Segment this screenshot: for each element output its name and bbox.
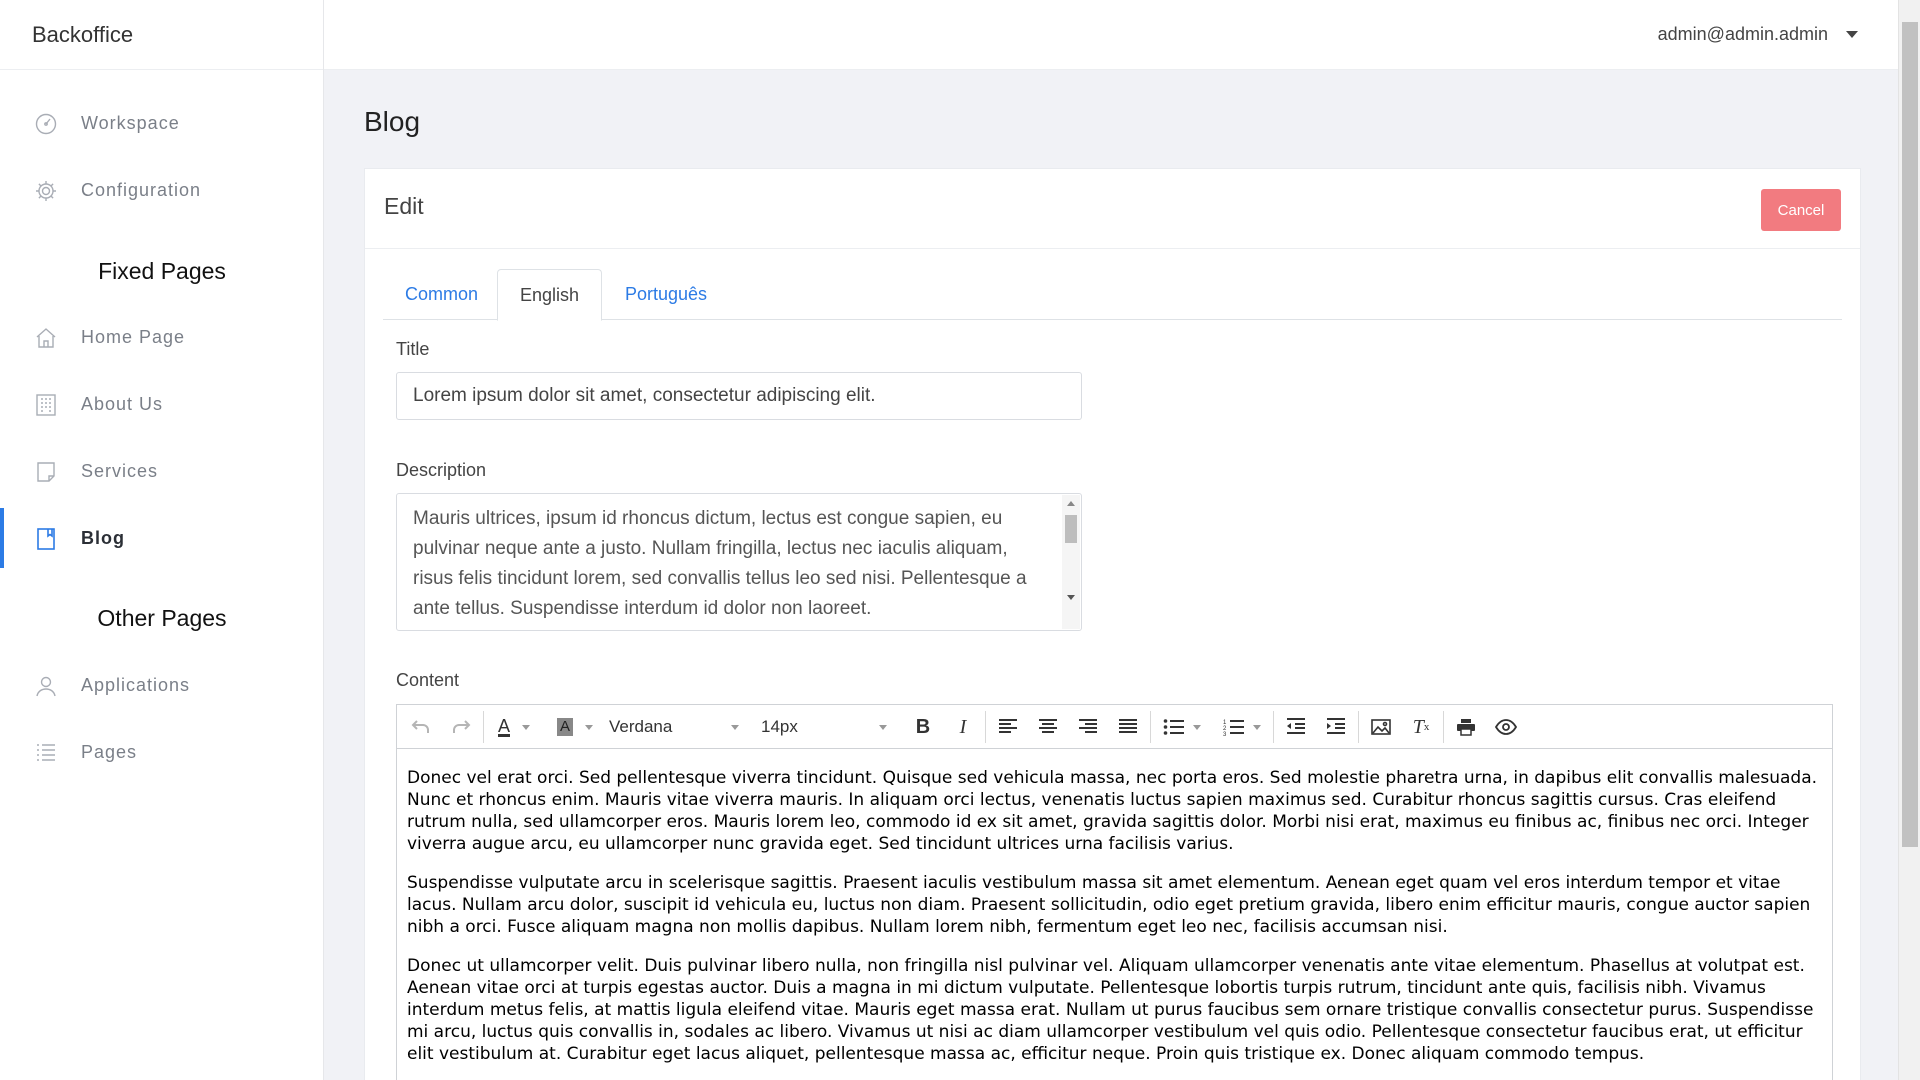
editor-toolbar — [397, 705, 1832, 749]
page-title: Blog — [364, 106, 421, 137]
sidebar-item-label: Services — [81, 460, 159, 481]
chevron-down-icon — [1846, 31, 1858, 38]
sidebar-item-workspace[interactable] — [0, 101, 323, 145]
sidebar-item-configuration[interactable] — [0, 168, 323, 212]
title-label: Title — [396, 339, 430, 359]
image-icon[interactable] — [1367, 713, 1395, 741]
tab-common[interactable]: Common — [405, 284, 479, 304]
title-input[interactable]: Lorem ipsum dolor sit amet, consectetur adipiscing elit. — [396, 372, 1082, 420]
top-bar — [324, 0, 1898, 70]
scroll-thumb[interactable] — [1902, 22, 1918, 847]
home-icon — [34, 326, 58, 350]
edit-card — [364, 168, 1861, 1080]
bookmark-icon — [34, 527, 58, 551]
section-heading-other-pages: Other Pages — [97, 605, 227, 631]
tab-portugues[interactable]: Português — [625, 284, 708, 304]
align-right-icon[interactable] — [1074, 713, 1102, 741]
highlight-icon: A — [557, 718, 573, 736]
sidebar-item-home-page[interactable] — [0, 315, 323, 359]
user-icon — [34, 674, 58, 698]
note-icon — [34, 460, 58, 484]
align-left-icon[interactable] — [994, 713, 1022, 741]
outdent-icon[interactable] — [1282, 713, 1310, 741]
redo-icon[interactable] — [447, 713, 475, 741]
indent-icon[interactable] — [1322, 713, 1350, 741]
user-menu[interactable] — [1658, 24, 1858, 45]
sidebar-item-label: Pages — [81, 741, 138, 762]
font-size-select[interactable] — [761, 713, 887, 741]
sidebar-item-label: Applications — [81, 674, 191, 695]
font-color-icon: A — [497, 715, 510, 736]
page-scrollbar[interactable] — [1898, 0, 1920, 1080]
sidebar-item-blog[interactable] — [0, 516, 323, 560]
user-email: admin@admin.admin — [1657, 24, 1828, 44]
font-color-button[interactable] — [491, 713, 537, 741]
chevron-down-icon — [879, 725, 887, 730]
section-heading-fixed-pages: Fixed Pages — [98, 258, 226, 284]
bold-icon[interactable]: B — [915, 715, 931, 738]
chevron-down-icon — [731, 725, 739, 730]
chevron-down-icon — [1193, 725, 1201, 730]
card-title: Edit — [384, 193, 424, 219]
sidebar-item-about-us[interactable] — [0, 382, 323, 426]
sidebar-item-label: Blog — [81, 527, 125, 548]
sidebar-item-applications[interactable] — [0, 663, 323, 707]
description-label: Description — [396, 460, 487, 480]
scroll-thumb[interactable] — [1065, 515, 1077, 543]
gear-icon — [34, 179, 58, 203]
font-family-select[interactable] — [609, 713, 739, 741]
brand-logo[interactable]: Backoffice — [0, 0, 323, 70]
svg-text:1: 1 — [1223, 720, 1227, 726]
sidebar-item-pages[interactable] — [0, 730, 323, 774]
editor-content[interactable] — [397, 749, 1832, 1080]
content-paragraph: Suspendisse vulputate arcu in scelerisque sagittis. Praesent iaculis vestibulum massa sit amet elementum. Aenean eget quam vel eros interdum tempor et vitae lacus. Nullam arcu dolor, suscipit id vehicula eu, luctus non diam. Praesent sollicitudin, odio eget pretium gravida, libero enim efficitur mauris, congue auctor sapien nibh a orci. Fusce aliquam magna non mollis dapibus. Nullam lorem nibh, fermentum eget leo nec, facilisis accumsan nisi. — [407, 873, 1811, 937]
textarea-scrollbar[interactable] — [1062, 495, 1080, 629]
content-paragraph: Donec ut ullamcorper velit. Duis pulvinar libero nulla, non fringilla nisl pulvinar vel. Aliquam ullamcorper venenatis ante vitae elementum. Phasellus at volutpat est. Aenean vitae orci at turpis egestas auctor. Duis a magna in mi dictum vulputate. Pellentesque lobortis turpis rutrum, tincidunt ante quis, facilisis nibh. Vivamus interdum metus felis, at mattis ligula eleifend vitae. Mauris eget massa erat. Nullam ut purus faucibus sem ornare tristique convallis consectetur purus. Suspendisse mi arcu, luctus quis convallis in, sodales ac libero. Vivamus ut nisi ac diam ullamcorper vestibulum vel quis odio. Pellentesque consectetur faucibus erat, ut efficitur elit vestibulum at. Curabitur eget lacus aliquet, pellentesque massa ac, efficitur neque. Proin quis tristique ex. Donec aliquam commodo tempus. — [407, 956, 1814, 1064]
description-text: Mauris ultrices, ipsum id rhoncus dictum, lectus est congue sapien, eu pulvinar neque ante a justo. Nullam fringilla, lectus nec iaculis aliquam, risus felis tincidunt lorem, sed convallis tellus leo sed nisi. Pellentesque a ante tellus. Suspendisse interdum id dolor non laoreet. — [413, 508, 1027, 619]
content-paragraph: Donec vel erat orci. Sed pellentesque viverra tincidunt. Quisque sed vehicula massa, nec porta eros. Sed molestie pharetra urna, in dapibus elit convallis malesuada. Nunc et rhoncus enim. Mauris vitae viverra mauris. In aliquam orci lectus, venenatis luctus sapien maximus sed. Curabitur rhoncus sagittis cursus. Cras eleifend rutrum nulla, sed ullamcorper eros. Mauris lorem leo, commodo id ex sit amet, gravida sagittis dolor. Morbi nisi erat, maximus eu finibus ac, finibus nec orci. Integer viverra augue arcu, eu ullamcorper nunc gravida eget. Sed tincidunt ultrices urna facilisis varius. — [407, 768, 1818, 854]
scroll-up-icon[interactable] — [1067, 501, 1075, 506]
card-header — [365, 169, 1860, 249]
bullet-list-button[interactable] — [1159, 713, 1205, 741]
description-textarea[interactable] — [396, 493, 1082, 631]
gauge-icon — [34, 112, 58, 136]
align-justify-icon[interactable] — [1114, 713, 1142, 741]
sidebar-item-label: Workspace — [81, 112, 180, 133]
sidebar-item-label: Configuration — [81, 179, 202, 200]
cancel-button[interactable]: Cancel — [1761, 189, 1841, 231]
sidebar-item-services[interactable] — [0, 449, 323, 493]
svg-text:2: 2 — [1223, 726, 1227, 732]
tab-english[interactable]: English — [497, 269, 602, 321]
scroll-down-icon[interactable] — [1067, 595, 1075, 600]
sidebar — [0, 0, 324, 1080]
rich-text-editor — [396, 704, 1833, 1080]
italic-icon[interactable]: I — [959, 715, 967, 738]
list-icon — [34, 741, 58, 765]
undo-icon[interactable] — [407, 713, 435, 741]
numbered-list-button[interactable] — [1219, 713, 1265, 741]
sidebar-item-label: About Us — [81, 393, 164, 414]
content-label: Content — [396, 670, 460, 690]
highlight-color-button[interactable] — [552, 713, 598, 741]
chevron-down-icon — [585, 725, 593, 730]
language-tabs — [383, 269, 1842, 320]
chevron-down-icon — [522, 725, 530, 730]
align-center-icon[interactable] — [1034, 713, 1062, 741]
sidebar-item-label: Home Page — [81, 326, 186, 347]
font-family-value: Verdana — [609, 717, 673, 736]
preview-eye-icon[interactable] — [1492, 713, 1520, 741]
font-size-value: 14px — [761, 717, 798, 736]
building-icon — [34, 393, 58, 417]
clear-formatting-icon[interactable]: T x — [1412, 715, 1430, 738]
print-icon[interactable] — [1452, 713, 1480, 741]
svg-text:3: 3 — [1223, 732, 1227, 736]
chevron-down-icon — [1253, 725, 1261, 730]
